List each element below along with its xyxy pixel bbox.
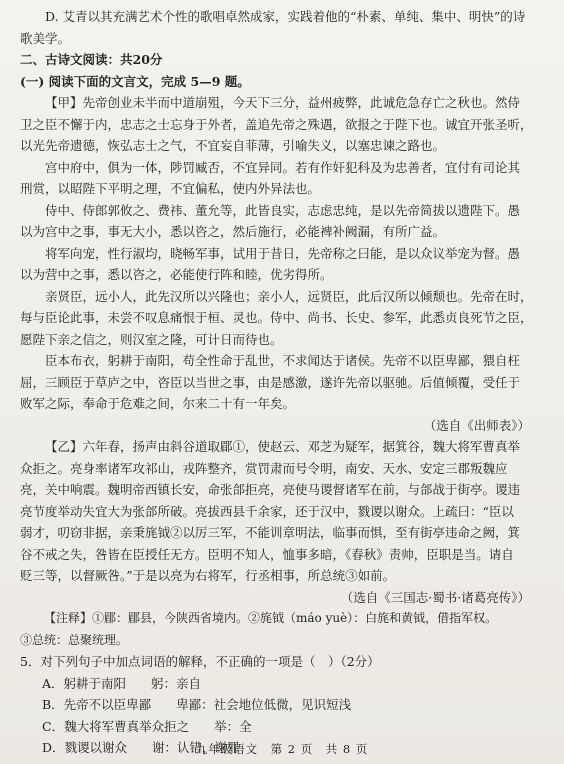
section-heading: 二、古诗文阅读：共20分 <box>20 52 163 67</box>
passage-jia-line: 以为营中之事，悉以咨之，必能使行阵和睦，优劣得所。 <box>20 267 333 282</box>
annotation-continued: ③总统：总聚统理。 <box>20 632 129 647</box>
passage-jia-line: 败军之际，奉命于危难之间，尔来二十有一年矣。 <box>20 396 296 411</box>
question-5: 5．对下列句子中加点词语的解释，不正确的一项是（ ）（2分） <box>20 654 380 669</box>
option-d-continued: 歌美学。 <box>20 30 71 46</box>
page-footer: 九年级语文 第 2 页 共 8 页 <box>195 741 369 756</box>
source-jia: （选自《出师表》） <box>423 417 530 433</box>
option-d-text: D. 艾青以其充满艺术个性的歌唱卓然成家，实践着他的“朴素、单纯、集中、明快”的诗 <box>45 9 526 24</box>
question-5-option-d: D．戮谡以谢众 谢：认错，谢罪 <box>42 740 240 755</box>
passage-jia-line: 刑赏，以昭陛下平明之理，不宜偏私，使内外异法也。 <box>20 181 321 196</box>
passage-jia-line: 以为宫中之事，事无大小，悉以咨之，然后施行，必能裨补阙漏，有所广益。 <box>20 224 446 239</box>
passage-yi-line: 亮节度举动失宜大为张郃所破。亮拔西县千余家，还于汉中，戮谡以谢众。上疏曰：“臣以 <box>20 503 514 519</box>
passage-yi-line: 弱才，叨窃非据，亲秉旄钺②以厉三军，不能训章明法，临事而惧，至有街亭违命之阙，箕 <box>20 525 521 540</box>
passage-jia-line: 臣本布衣，躬耕于南阳，苟全性命于乱世，不求闻达于诸侯。先帝不以臣卑鄙，猥自枉 <box>45 353 521 368</box>
annotation: 【注释】①郿：郿县，今陕西省境内。②旄钺（máo yuè）：白旄和黄钺，借指军权。 <box>44 611 498 625</box>
passage-yi-line: 【乙】六年春，扬声由斜谷道取郿①，使赵云、邓芝为疑军，据箕谷，魏大将军曹真举 <box>45 439 521 454</box>
passage-jia-line: 屈，三顾臣于草庐之中，咨臣以当世之事，由是感激，遂许先帝以驱驰。后值倾覆，受任于 <box>20 374 521 390</box>
passage-jia-line: 亲贤臣，远小人，此先汉所以兴隆也；亲小人，远贤臣，此后汉所以倾颓也。先帝在时， <box>45 288 533 304</box>
passage-jia-line: 愿陛下亲之信之，则汉室之隆，可计日而待也。 <box>20 331 283 347</box>
passage-jia-line: 宫中府中，俱为一体，陟罚臧否，不宜异同。若有作奸犯科及为忠善者，宜付有司论其 <box>45 159 521 175</box>
passage-jia-line: 将军向宠，性行淑均，晓畅军事，试用于昔日，先帝称之曰能，是以众议举宠为督。愚 <box>45 245 521 261</box>
passage-yi-line: 众拒之。亮身率诸军攻祁山，戎阵整齐，赏罚肃而号令明，南安、天水、安定三郡叛魏应 <box>20 460 508 476</box>
passage-jia-line: 以光先帝遗德，恢弘志士之气，不宜妄自菲薄，引喻失义，以塞忠谏之路也。 <box>20 138 446 153</box>
question-5-option-c: C．魏大将军曹真举众拒之 举：全 <box>42 718 252 734</box>
subsection-heading: (一) 阅读下面的文言文，完成 5—9 题。 <box>20 73 250 89</box>
passage-jia-line: 【甲】先帝创业未半而中道崩殂，今天下三分，益州疲弊，此诚危急存亡之秋也。然侍 <box>45 95 521 110</box>
question-5-option-a: A．躬耕于南阳 躬：亲自 <box>42 675 202 691</box>
source-yi: （选自《三国志·蜀书·诸葛亮传》） <box>340 589 530 605</box>
passage-yi-line: 谷不戒之失，咎皆在臣授任无方。臣明不知人，恤事多暗，《春秋》责帅，臣职是当。请自 <box>20 546 514 562</box>
passage-yi-line: 亮，关中响震。魏明帝西镇长安，命张郃拒亮，亮使马谡督诸军在前，与郃战于街亭。谡违 <box>20 482 521 497</box>
passage-jia-line: 卫之臣不懈于内，忠志之士忘身于外者，盖追先帝之殊遇，欲报之于陛下也。诚宜开张圣听， <box>20 116 533 132</box>
passage-jia-line: 每与臣论此事，未尝不叹息痛恨于桓、灵也。侍中、尚书、长史、参军，此悉贞良死节之臣， <box>20 310 533 325</box>
question-5-option-b: B．先帝不以臣卑鄙 卑鄙：社会地位低微，见识短浅 <box>42 697 352 712</box>
passage-yi-line: 贬三等，以督厥咎。”于是以亮为右将军，行丞相事，所总统③如前。 <box>20 568 396 583</box>
passage-jia-line: 侍中、侍郎郭攸之、费祎、董允等，此皆良实，志虑忠纯，是以先帝简拔以遗陛下。愚 <box>45 202 521 218</box>
